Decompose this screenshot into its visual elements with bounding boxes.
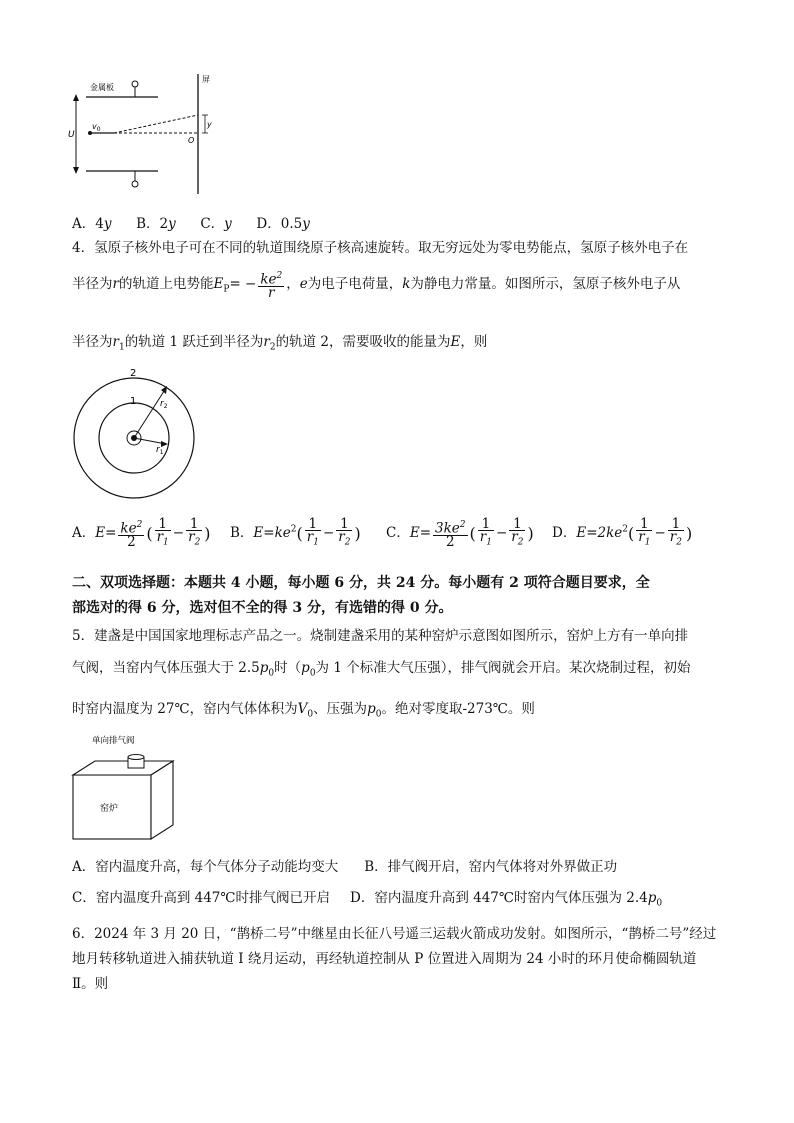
q4-line1: 4．氢原子核外电子可在不同的轨道围绕原子核高速旋转。取无穷远处为零电势能点，氢原子核外电子在	[72, 240, 689, 256]
q5-option-d: D．窑内温度升高到 447℃时窑内气体压强为 $2.4p_0$	[350, 890, 663, 909]
orbit2-label: 2	[130, 368, 137, 379]
figure-kiln	[70, 733, 180, 843]
q6-line2: 地月转移轨道进入捕获轨道 I 绕月运动，再经轨道控制从 P 位置进入周期为 24 小时的环月使命椭圆轨道	[72, 951, 697, 967]
q4-option-c: C．E= $\frac{3ke^2}{2}$ ( $\frac{1}{r_1}$ − $\frac{1}{r_2}$ )	[386, 516, 534, 550]
velocity-label: $v_0$	[92, 122, 101, 133]
kiln-label: 窑炉	[100, 804, 119, 814]
q4-option-d: D．$E=2ke^2$( $\frac{1}{r_1}$ − $\frac{1}{r_2}$ )	[552, 516, 693, 548]
figure-orbits	[72, 368, 198, 506]
section2-line1: 二、双项选择题：本题共 4 小题，每小题 6 分，共 24 分。每小题有 2 项符合题目要求，全	[72, 575, 650, 591]
q5-option-b: B．排气阀开启，窑内气体将对外界做正功	[364, 859, 618, 875]
q3-option-d: D．0.5y	[256, 216, 310, 232]
q4-line3: 半径为$r_1$的轨道 1 跃迁到半径为$r_2$的轨道 2，需要吸收的能量为E，则	[72, 334, 488, 353]
q5-line2: 气阀，当窑内气体压强大于 $2.5p_0$时（$p_0$为 1 个标准大气压强），排气阀就会开启。某次烧制过程，初始	[72, 660, 691, 679]
q5-line3: 时窑内温度为 27℃，窑内气体体积为$V_0$、压强为$p_0$。绝对零度取-273℃。则	[72, 701, 535, 720]
voltage-label: U	[68, 130, 75, 140]
y-label: y	[207, 120, 212, 129]
q3-option-c: C．y	[200, 216, 232, 232]
q3-option-b: B．2y	[136, 216, 176, 232]
section2-line2: 部选对的得 6 分，选对但不全的得 3 分，有选错的得 0 分。	[72, 600, 453, 616]
q5-option-c: C．窑内温度升高到 447℃时排气阀已开启	[72, 890, 330, 906]
plate-label: 金属板	[90, 83, 114, 92]
q5-options-row2	[72, 886, 662, 909]
q6-line1: 6．2024 年 3 月 20 日，“鹊桥二号”中继星由长征八号遥三运载火箭成功发射。如图所示，“鹊桥二号”经过	[72, 926, 717, 942]
q3-options	[72, 212, 310, 232]
q4-line2: 半径为r的轨道上电势能$E_P=$ − $\frac{ke^2}{r}$ ，e为电子电荷量，k为静电力常量。如图所示，氢原子核外电子从	[72, 271, 681, 301]
q4-option-a: A．E= $\frac{ke^2}{2}$ ( $\frac{1}{r_1}$ − $\frac{1}{r_2}$ )	[72, 516, 211, 550]
q5-option-a: A．窑内温度升高，每个气体分子动能均变大	[72, 859, 339, 875]
r2-label: $r_2$	[160, 399, 168, 410]
screen-label: 屏	[202, 75, 210, 84]
valve-label: 单向排气阀	[92, 736, 135, 746]
origin-label: O	[188, 136, 195, 145]
q5-options-row1	[72, 855, 617, 875]
r1-label: $r_1$	[156, 445, 164, 456]
figure-deflection	[68, 72, 218, 197]
q6-line3: Ⅱ。则	[72, 976, 109, 992]
q4-option-b: B．$E=ke^2$( $\frac{1}{r_1}$ − $\frac{1}{r_2}$ )	[230, 516, 361, 548]
orbit1-label: 1	[130, 396, 137, 407]
q5-line1: 5．建盏是中国国家地理标志产品之一。烧制建盏采用的某种窑炉示意图如图所示，窑炉上方有一单向排	[72, 628, 689, 644]
q3-option-a: A．4y	[72, 216, 112, 232]
